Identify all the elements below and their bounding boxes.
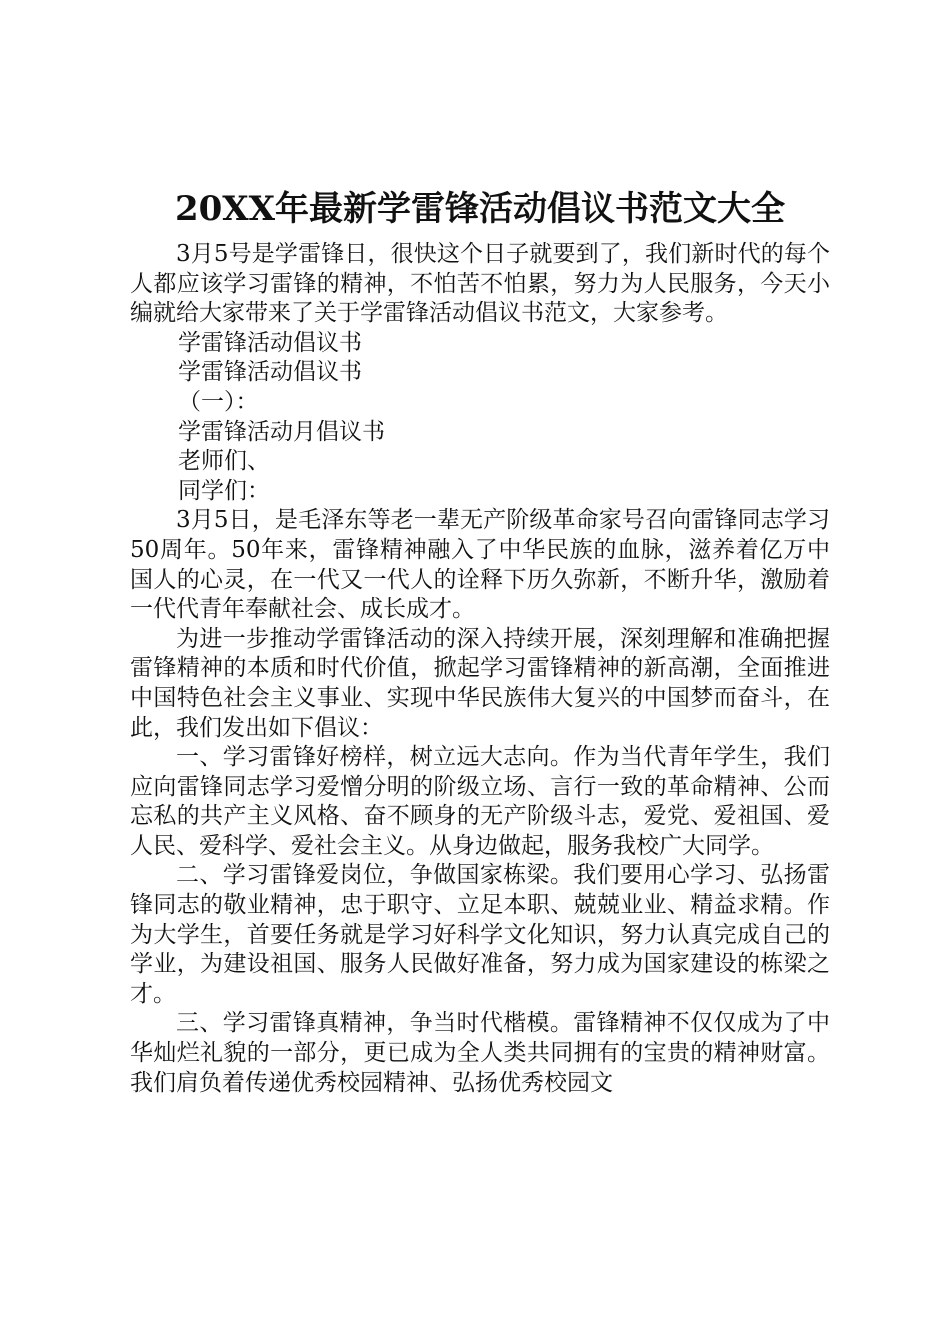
salutation-students: 同学们： [178,477,270,504]
body-paragraph: 二、学习雷锋爱岗位，争做国家栋梁。我们要用心学习、弘扬雷锋同志的敬业精神，忠于职守、立足本职、兢兢业业、精益求精。作为大学生，首要任务就是学习好科学文化知识，努力认真完成自己的学业，为建设祖国、服务人民做好准备，努力成为国家建设的栋梁之才。 [130,862,830,1007]
intro-paragraph: 3月5号是学雷锋日，很快这个日子就要到了，我们新时代的每个人都应该学习雷锋的精神，不怕苦不怕累，努力为人民服务，今天小编就给大家带来了关于学雷锋活动倡议书范文，大家参考。 [130,241,830,327]
salutation-teachers: 老师们、 [178,448,270,475]
body-paragraph: 3月5日，是毛泽东等老一辈无产阶级革命家号召向雷锋同志学习50周年。50年来，雷锋精神融入了中华民族的血脉，滋养着亿万中国人的心灵，在一代又一代人的诠释下历久弥新，不断升华，激励着一代代青年奉献社会、成长成才。 [130,507,830,623]
heading-monthly-proposal: 学雷锋活动月倡议书 [178,418,385,445]
document-page [130,184,830,1098]
document-title: 20XX年最新学雷锋活动倡议书范文大全 [174,189,786,229]
body-paragraph: 一、学习雷锋好榜样，树立远大志向。作为当代青年学生，我们应向雷锋同志学习爱憎分明的阶级立场、言行一致的革命精神、公而忘私的共产主义风格、奋不顾身的无产阶级斗志，爱党、爱祖国、爱人民、爱科学、爱社会主义。从身边做起，服务我校广大同学。 [130,744,830,859]
section-number: （一）： [178,388,259,415]
body-paragraph: 三、学习雷锋真精神，争当时代楷模。雷锋精神不仅仅成为了中华灿烂礼貌的一部分，更已成为全人类共同拥有的宝贵的精神财富。我们肩负着传递优秀校园精神、弘扬优秀校园文 [130,1010,830,1096]
heading-proposal-repeat: 学雷锋活动倡议书 [178,359,362,386]
body-paragraph: 为进一步推动学雷锋活动的深入持续开展，深刻理解和准确把握雷锋精神的本质和时代价值，掀起学习雷锋精神的新高潮，全面推进中国特色社会主义事业、实现中华民族伟大复兴的中国梦而奋斗，在此，我们发出如下倡议： [130,625,830,741]
heading-proposal: 学雷锋活动倡议书 [178,329,362,356]
